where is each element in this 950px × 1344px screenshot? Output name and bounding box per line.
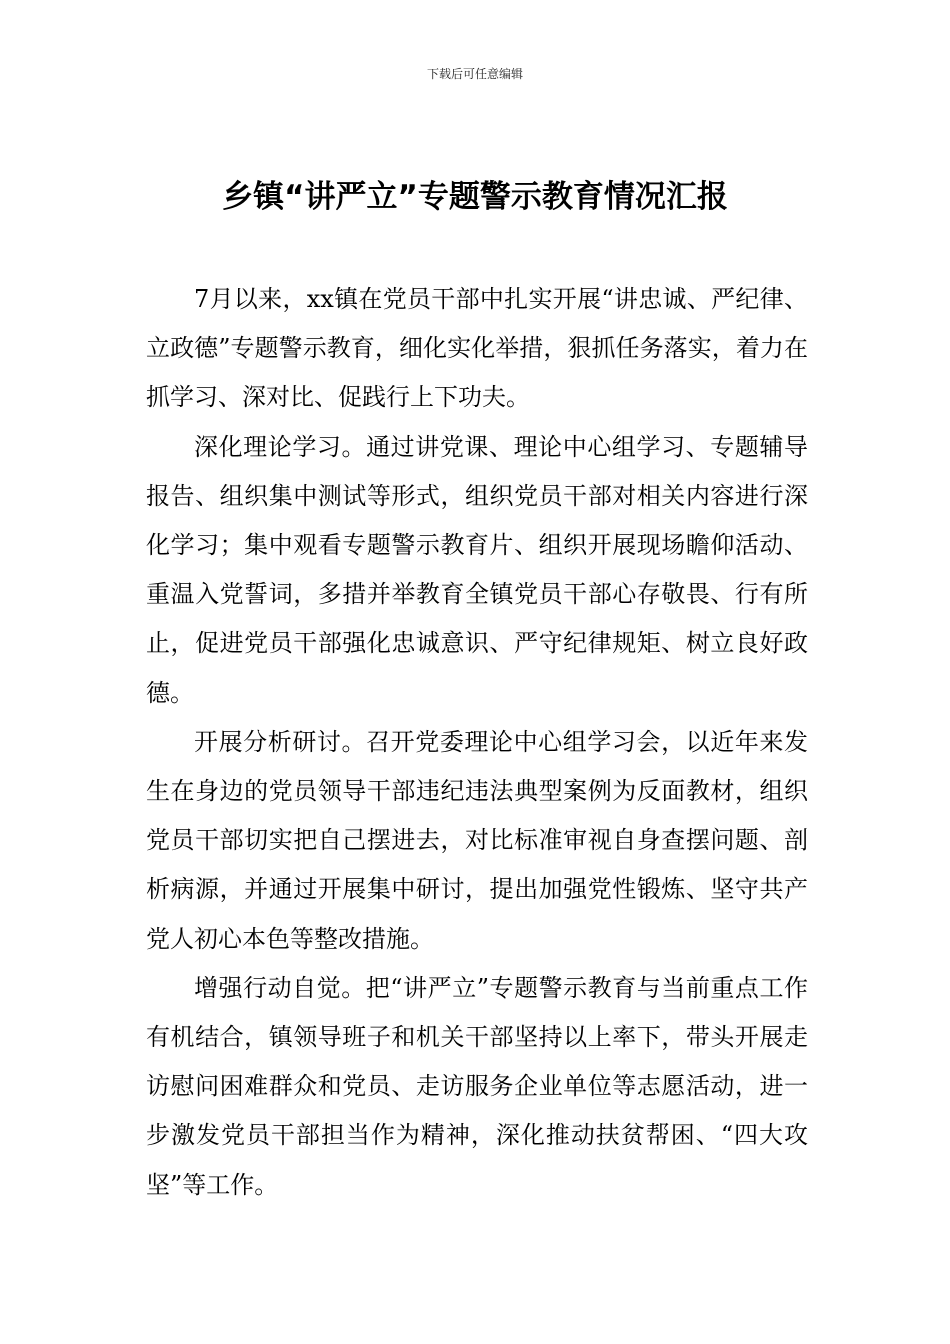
document-title: 乡镇“讲严立”专题警示教育情况汇报 [222, 179, 728, 215]
paragraph-theory-study: 深化理论学习。通过讲党课、理论中心组学习、专题辅导报告、组织集中测试等形式，组织党员干部对相关内容进行深化学习；集中观看专题警示教育片、组织开展现场瞻仰活动、重温入党誓词，多措并举教育全镇党员干部心存敬畏、行有所止，促进党员干部强化忠诚意识、严守纪律规矩、树立良好政德。 [146, 432, 808, 707]
paragraph-intro: 7月以来，xx镇在党员干部中扎实开展“讲忠诚、严纪律、立政德”专题警示教育，细化实化举措，狠抓任务落实，着力在抓学习、深对比、促践行上下功夫。 [146, 285, 808, 412]
document-body [146, 275, 808, 1210]
header-note: 下载后可任意编辑 [426, 67, 523, 81]
paragraph-action-awareness: 增强行动自觉。把“讲严立”专题警示教育与当前重点工作有机结合，镇领导班子和机关干部坚持以上率下，带头开展走访慰问困难群众和党员、走访服务企业单位等志愿活动，进一步激发党员干部担当作为精神，深化推动扶贫帮困、“四大攻坚”等工作。 [146, 973, 808, 1199]
paragraph-analysis-discussion: 开展分析研讨。召开党委理论中心组学习会，以近年来发生在身边的党员领导干部违纪违法典型案例为反面教材，组织党员干部切实把自己摆进去，对比标准审视自身查摆问题、剖析病源，并通过开展集中研讨，提出加强党性锻炼、坚守共产党人初心本色等整改措施。 [146, 727, 808, 953]
